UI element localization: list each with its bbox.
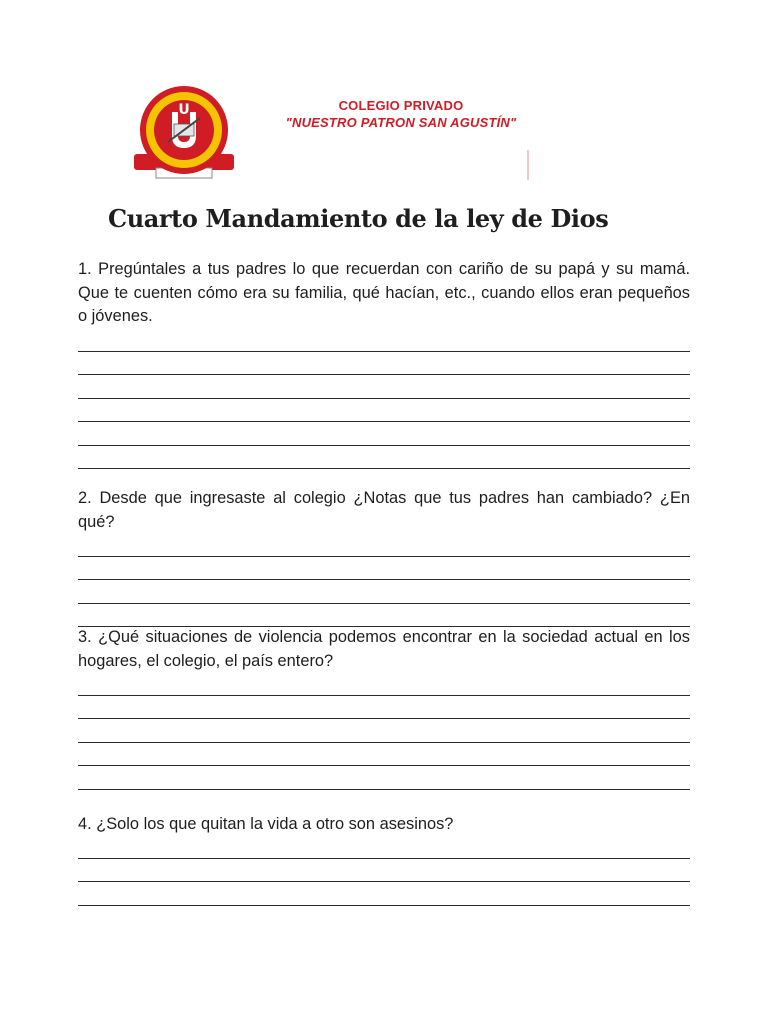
answer-line[interactable] [78,352,690,376]
answer-line[interactable] [78,719,690,743]
answer-line[interactable] [78,835,690,859]
answer-line[interactable] [78,399,690,423]
answer-line[interactable] [78,328,690,352]
answer-line[interactable] [78,422,690,446]
answer-line[interactable] [78,696,690,720]
logo-letter: U [178,102,190,118]
school-name-line2: "NUESTRO PATRON SAN AGUSTÍN" [285,115,517,130]
answer-lines-3 [78,672,690,790]
question-2: 2. Desde que ingresaste al colegio ¿Notas que tus padres han cambiado? ¿En qué? [78,489,690,531]
question-4: 4. ¿Solo los que quitan la vida a otro son asesinos? [78,815,454,833]
answer-line[interactable] [78,859,690,883]
answer-line[interactable] [78,580,690,604]
answer-lines-2 [78,533,690,627]
answer-line[interactable] [78,672,690,696]
school-name [256,98,546,130]
answer-line[interactable] [78,604,690,628]
answer-line[interactable] [78,446,690,470]
answer-line[interactable] [78,375,690,399]
answer-line[interactable] [78,557,690,581]
question-1: 1. Pregúntales a tus padres lo que recuerdan con cariño de su papá y su mamá. Que te cuenten cómo era su familia, qué hacían, etc., cuando ellos eran pequeños o jóvenes. [78,260,690,325]
question-3: 3. ¿Qué situaciones de violencia podemos encontrar en la sociedad actual en los hogares, el colegio, el país entero? [78,628,690,670]
edge-mark [527,150,529,180]
logo-emblem-graphic [134,86,234,178]
answer-line[interactable] [78,766,690,790]
school-header [128,84,548,188]
answer-line[interactable] [78,743,690,767]
answer-line[interactable] [78,533,690,557]
page-title: Cuarto Mandamiento de la ley de Dios [108,204,609,233]
answer-lines-1 [78,328,690,469]
school-name-line1: COLEGIO PRIVADO [338,98,464,113]
answer-lines-4 [78,835,690,906]
school-logo [128,84,240,188]
answer-line[interactable] [78,882,690,906]
